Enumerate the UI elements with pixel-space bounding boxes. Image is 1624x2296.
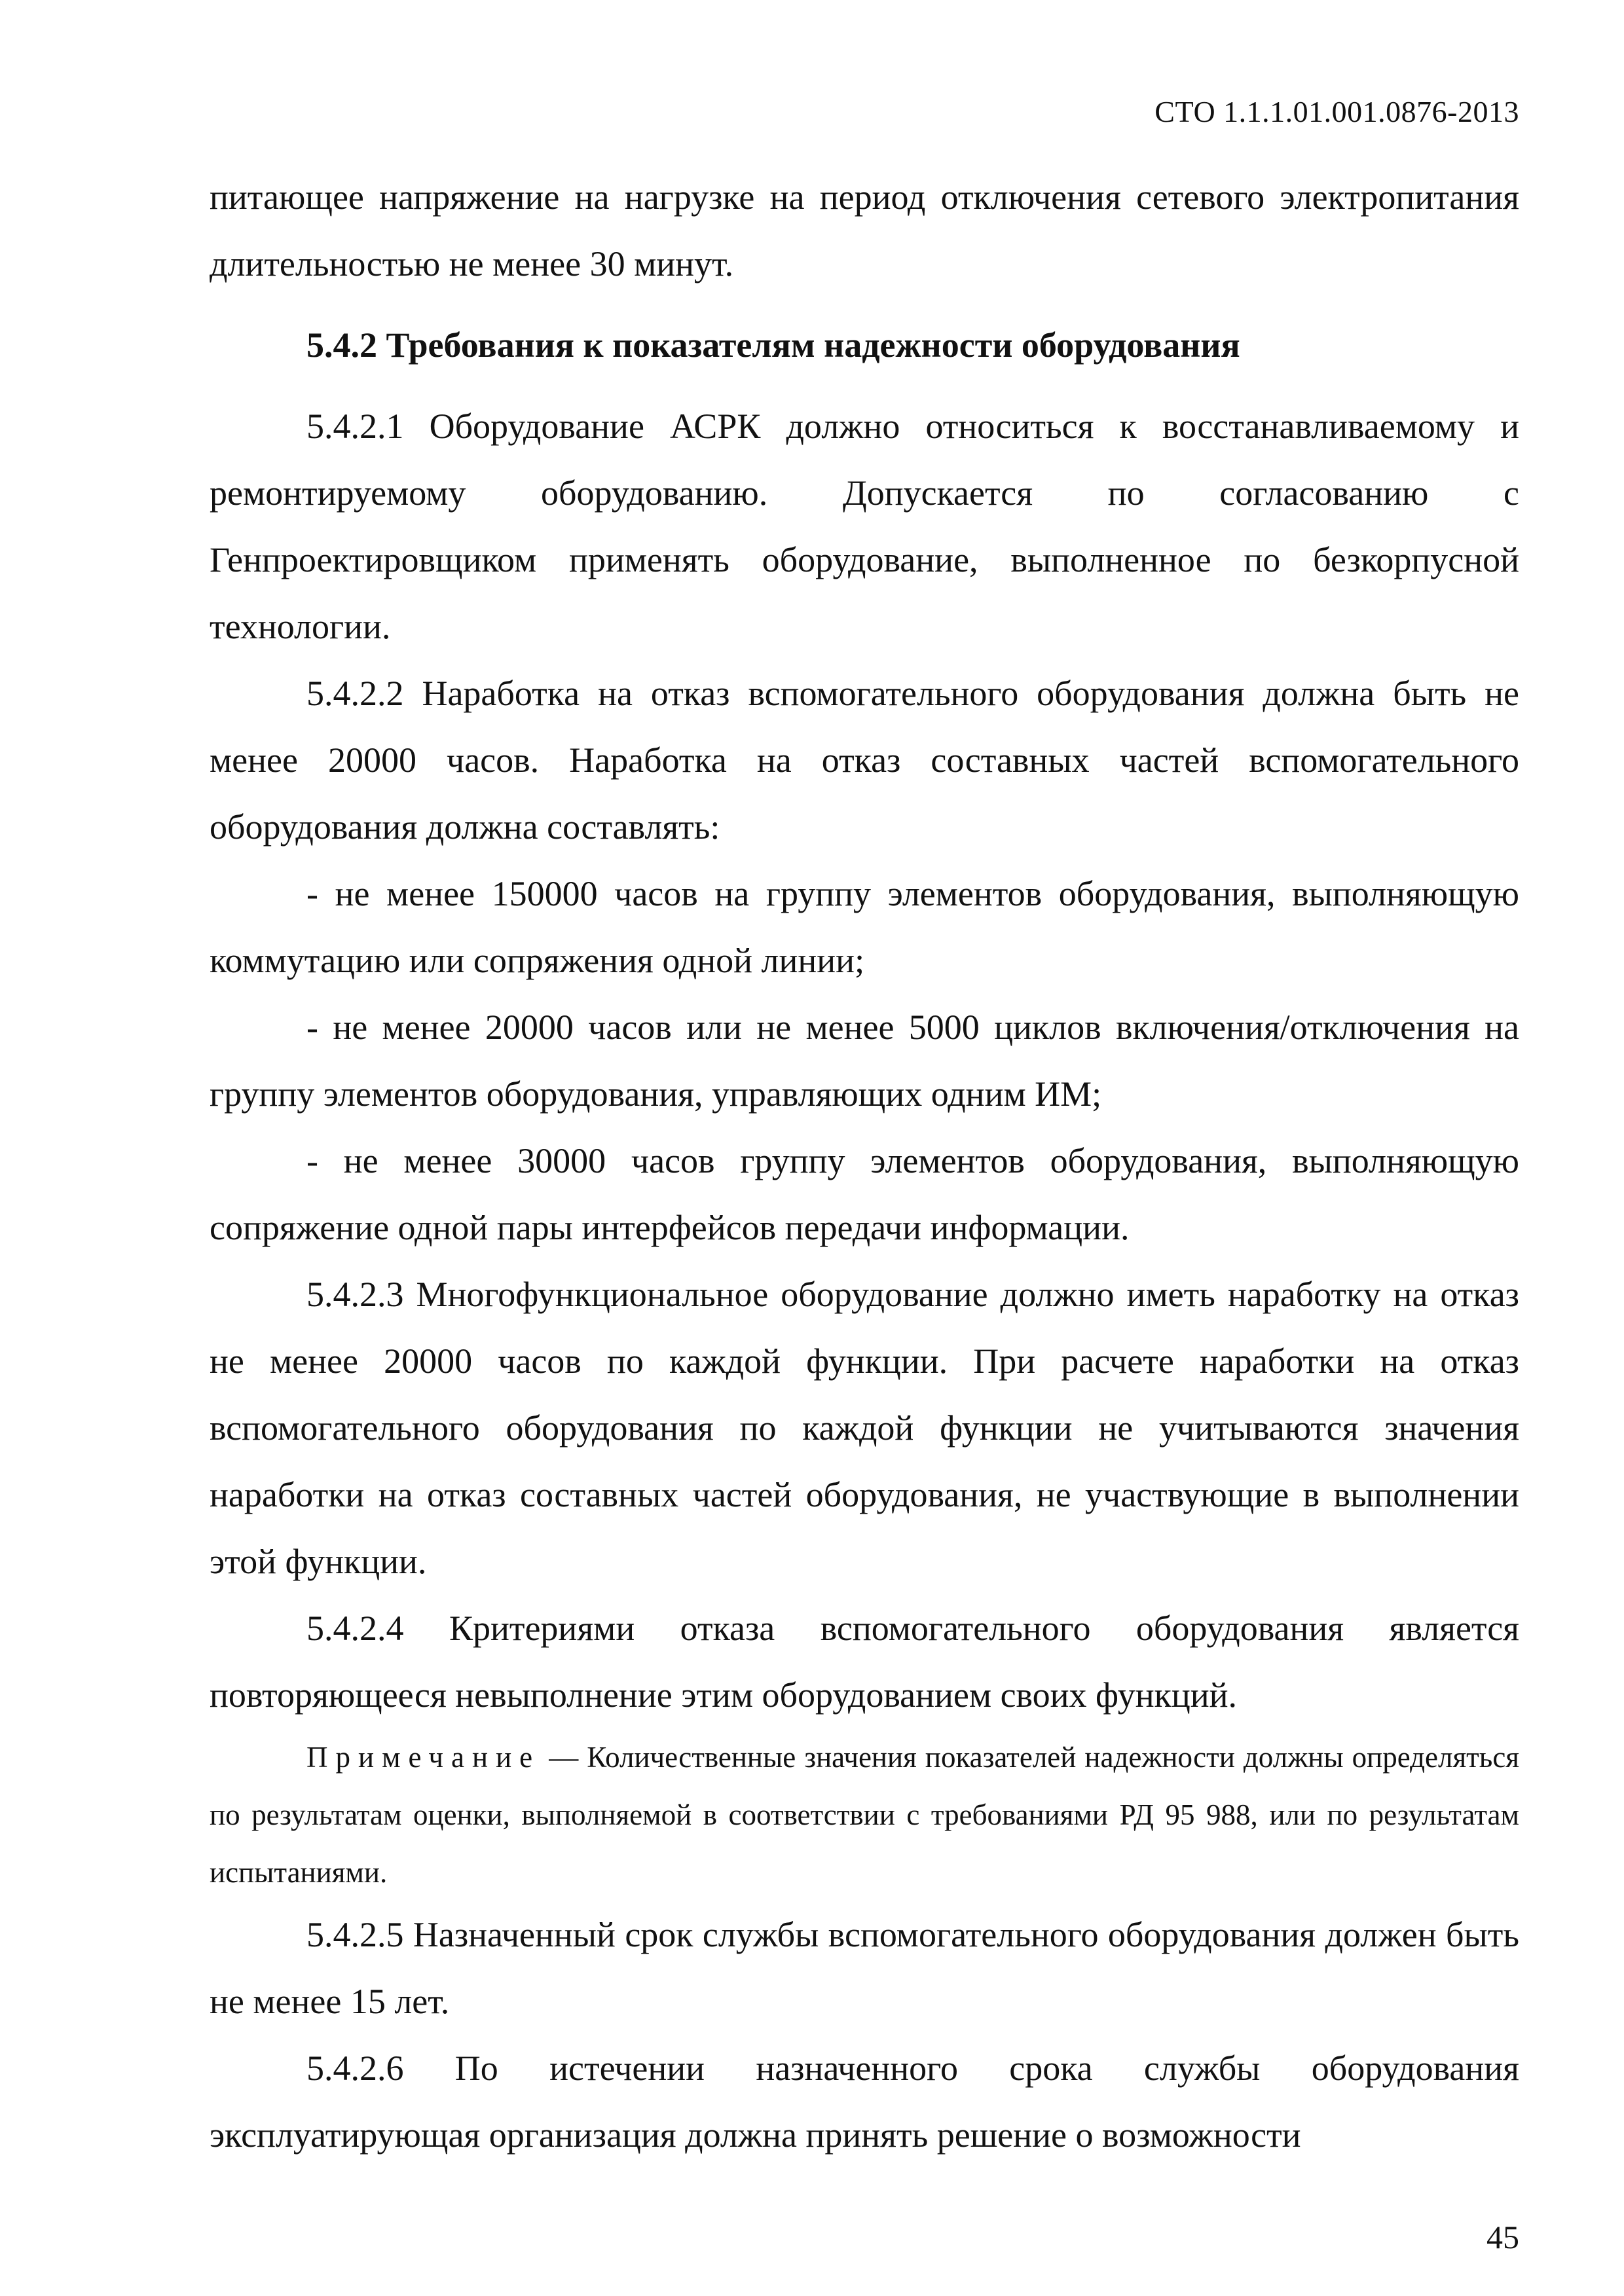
document-code: СТО 1.1.1.01.001.0876-2013 — [1154, 95, 1519, 128]
list-item: - не менее 20000 часов или не менее 5000 циклов включения/отключения на группу элементов оборудования, управляющих одним ИМ; — [210, 1008, 1519, 1114]
paragraph-5-4-2-6: 5.4.2.6 По истечении назначенного срока службы оборудования эксплуатирующая организация должна принять решение о возможности — [210, 2049, 1519, 2155]
document-body — [210, 164, 1519, 2168]
paragraph-5-4-2-1: 5.4.2.1 Оборудование АСРК должно относиться к восстанавливаемому и ремонтируемому оборудованию. Допускается по согласованию с Генпроектировщиком применять оборудование, выполненное по безкорпусной технологии. — [210, 407, 1519, 646]
paragraph-5-4-2-2: 5.4.2.2 Наработка на отказ вспомогательного оборудования должна быть не менее 20000 часов. Наработка на отказ составных частей вспомогательного оборудования должна составлять: — [210, 674, 1519, 847]
section-heading: 5.4.2 Требования к показателям надежности оборудования — [306, 325, 1240, 365]
paragraph-continued: питающее напряжение на нагрузке на период отключения сетевого электропитания длительностью не менее 30 минут. — [210, 177, 1519, 283]
paragraph-5-4-2-5: 5.4.2.5 Назначенный срок службы вспомогательного оборудования должен быть не менее 15 лет. — [210, 1915, 1519, 2021]
paragraph-5-4-2-4: 5.4.2.4 Критериями отказа вспомогательного оборудования является повторяющееся невыполнение этим оборудованием своих функций. — [210, 1609, 1519, 1715]
note — [210, 1728, 1519, 1901]
paragraph-5-4-2-3: 5.4.2.3 Многофункциональное оборудование должно иметь наработку на отказ не менее 20000 часов по каждой функции. При расчете наработки на отказ вспомогательного оборудования по каждой функции не учитываются значения наработки на отказ составных частей оборудования, не участвующие в выполнении этой функции. — [210, 1275, 1519, 1581]
list-item: - не менее 150000 часов на группу элементов оборудования, выполняющую коммутацию или сопряжения одной линии; — [210, 874, 1519, 980]
page-number: 45 — [1486, 2219, 1519, 2255]
note-text: — Количественные значения показателей надежности должны определяться по результатам оценки, выполняемой в соответствии с требованиями РД 95 988, или по результатам испытаниями. — [210, 1741, 1519, 1889]
list-item: - не менее 30000 часов группу элементов оборудования, выполняющую сопряжение одной пары интерфейсов передачи информации. — [210, 1141, 1519, 1247]
note-label: Примечание — [306, 1741, 541, 1774]
